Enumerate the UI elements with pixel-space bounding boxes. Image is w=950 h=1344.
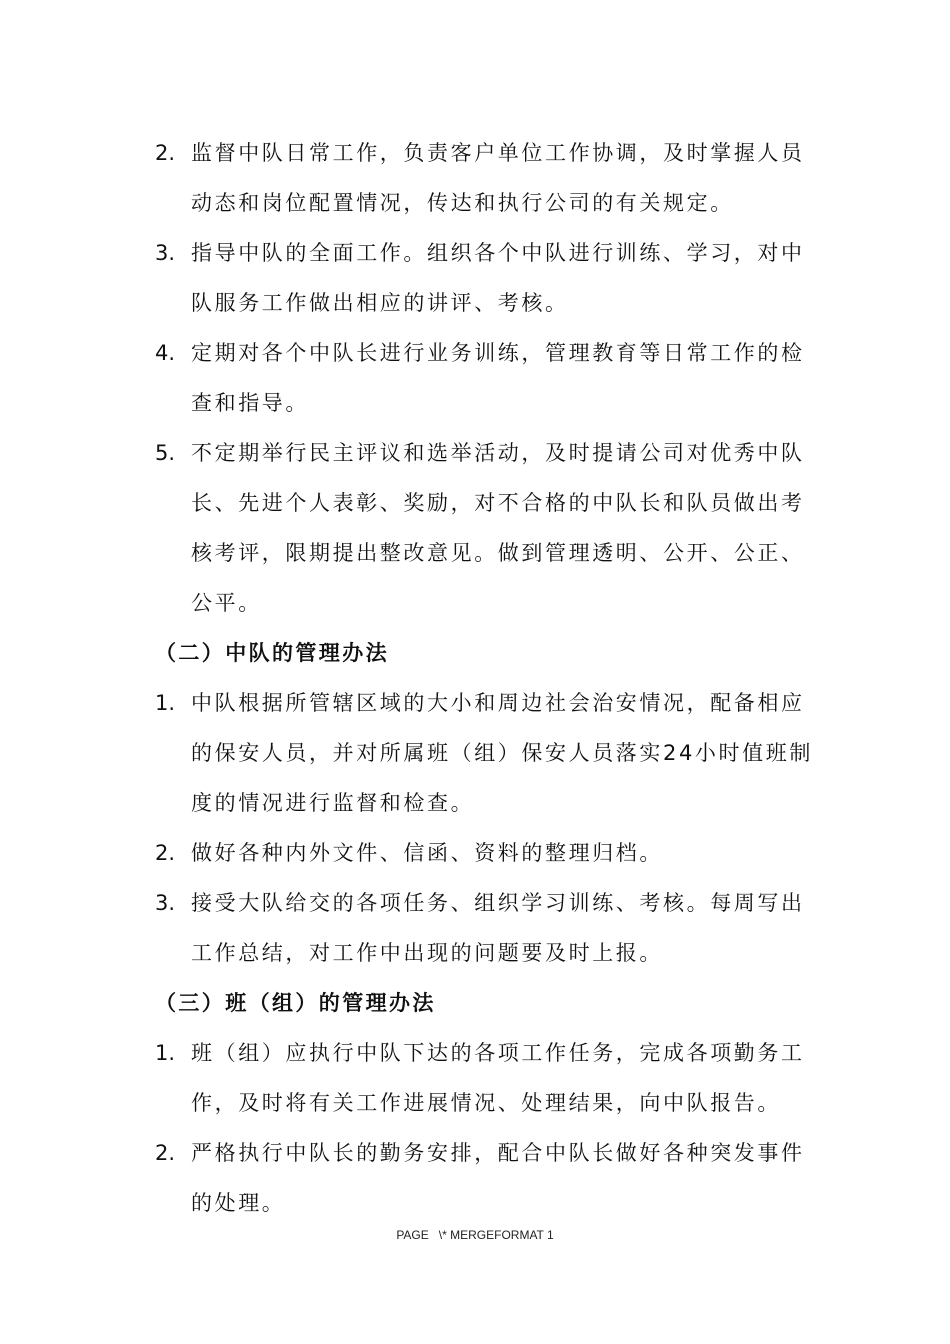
list-item	[155, 1028, 815, 1128]
document-body	[155, 128, 815, 1228]
section-heading-squadron: （二）中队的管理办法	[155, 641, 389, 665]
list-item	[155, 128, 815, 228]
list-item-text: 做好各种内外文件、信函、资料的整理归档。	[191, 841, 663, 865]
list-item-number: 2.	[155, 1141, 176, 1165]
list-item	[155, 228, 815, 328]
list-item-text: 指导中队的全面工作。组织各个中队进行训练、学习，对中队服务工作做出相应的讲评、考核。	[191, 241, 805, 315]
list-item-text: 中队根据所管辖区域的大小和周边社会治安情况，配备相应的保安人员，并对所属班（组）保安人员落实24小时值班制度的情况进行监督和检查。	[191, 691, 813, 815]
list-item-number: 3.	[155, 241, 176, 265]
section-heading-team: （三）班（组）的管理办法	[155, 991, 436, 1015]
list-item-number: 5.	[155, 441, 176, 465]
list-item-text: 班（组）应执行中队下达的各项工作任务，完成各项勤务工作，及时将有关工作进展情况、处理结果，向中队报告。	[191, 1041, 805, 1115]
list-item-number: 4.	[155, 341, 176, 365]
list-item-number: 1.	[155, 1041, 176, 1065]
list-item-text: 严格执行中队长的勤务安排，配合中队长做好各种突发事件的处理。	[191, 1141, 805, 1215]
list-item	[155, 428, 815, 628]
list-item-number: 2.	[155, 841, 176, 865]
list-item-text: 不定期举行民主评议和选举活动，及时提请公司对优秀中队长、先进个人表彰、奖励，对不合格的中队长和队员做出考核考评，限期提出整改意见。做到管理透明、公开、公正、公平。	[191, 441, 805, 615]
list-item-text: 定期对各个中队长进行业务训练，管理教育等日常工作的检查和指导。	[191, 341, 805, 415]
page-footer: PAGE \* MERGEFORMAT 1	[396, 1228, 554, 1242]
list-item-number: 1.	[155, 691, 176, 715]
list-item-text: 监督中队日常工作，负责客户单位工作协调，及时掌握人员动态和岗位配置情况，传达和执行公司的有关规定。	[191, 141, 805, 215]
list-item	[155, 678, 815, 828]
list-item	[155, 828, 815, 878]
list-item-number: 3.	[155, 891, 176, 915]
list-item-number: 2.	[155, 141, 176, 165]
list-item-text: 接受大队给交的各项任务、组织学习训练、考核。每周写出工作总结，对工作中出现的问题要及时上报。	[191, 891, 805, 965]
list-item	[155, 1128, 815, 1228]
list-item	[155, 328, 815, 428]
list-item	[155, 878, 815, 978]
